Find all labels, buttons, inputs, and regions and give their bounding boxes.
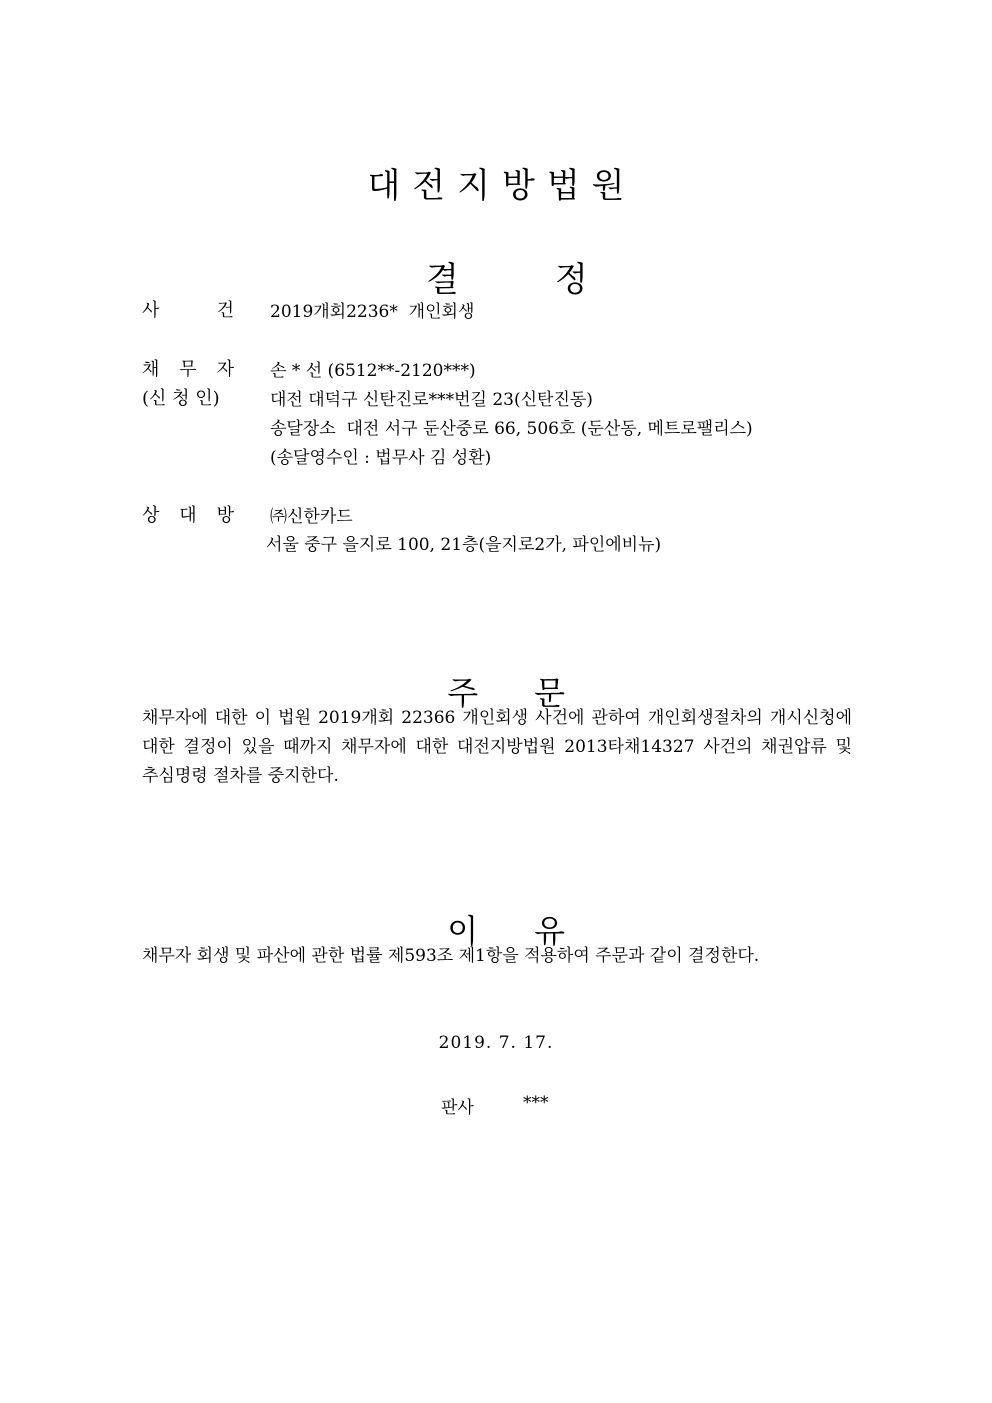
- document-title-right: 정: [554, 260, 588, 300]
- court-name: 대전지방법원: [367, 166, 637, 206]
- debtor-label-char: 자: [216, 359, 234, 380]
- decision-date: 2019. 7. 17.: [438, 1033, 554, 1053]
- document-title-left: 결: [425, 260, 459, 300]
- opponent-name: ㈜신한카드: [270, 507, 353, 527]
- judge-label: 판사: [441, 1098, 474, 1118]
- document-title: [0, 212, 992, 301]
- opponent-label: [142, 501, 234, 527]
- applicant-label: (신 청 인): [142, 388, 220, 409]
- case-label-char: 건: [216, 300, 234, 321]
- order-heading: [0, 630, 992, 714]
- judge-name: ***: [523, 1093, 549, 1113]
- debtor-address: 대전 대덕구 신탄진로***번길 23(신탄진동): [270, 390, 593, 410]
- reason-heading-left: 이: [447, 912, 479, 950]
- debtor-label: [142, 355, 234, 381]
- debtor-name: 손 * 선 (6512**-2120***): [270, 361, 476, 381]
- debtor-label-char: 무: [179, 359, 197, 380]
- opponent-address: 서울 중구 을지로 100, 21층(을지로2가, 파인에비뉴): [266, 535, 662, 555]
- case-label: [142, 296, 234, 322]
- case-value: 2019개회2236* 개인회생: [270, 302, 475, 322]
- opponent-label-char: 상: [142, 505, 160, 526]
- case-label-char: 사: [142, 300, 160, 321]
- opponent-label-char: 대: [179, 505, 197, 526]
- delivery-place: 송달장소 대전 서구 둔산중로 66, 506호 (둔산동, 메트로팰리스): [270, 419, 753, 439]
- order-text: 채무자에 대한 이 법원 2019개회 22366 개인회생 사건에 관하여 개인회생절차의 개시신청에 대한 결정이 있을 때까지 채무자에 대한 대전지방법원 2013타채14327 사건의 채권압류 및 추심명령 절차를 중지한다.: [142, 708, 852, 786]
- reason-heading-right: 유: [534, 912, 566, 950]
- order-heading-right: 문: [534, 674, 566, 712]
- reason-heading: [0, 868, 992, 952]
- opponent-label-char: 방: [216, 505, 234, 526]
- order-heading-left: 주: [447, 674, 479, 712]
- delivery-agent: (송달영수인 : 법무사 김 성환): [270, 448, 492, 468]
- debtor-label-char: 채: [142, 359, 160, 380]
- reason-text: 채무자 회생 및 파산에 관한 법률 제593조 제1항을 적용하여 주문과 같이 결정한다.: [142, 946, 760, 966]
